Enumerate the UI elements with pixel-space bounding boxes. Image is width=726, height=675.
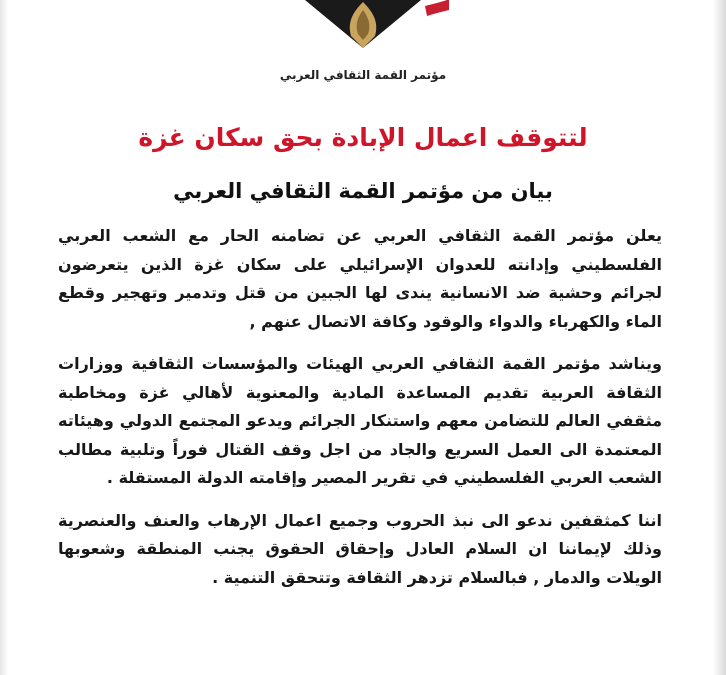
organization-name: [263, 64, 463, 83]
paragraph-peace: اننا كمثقفين ندعو الى نبذ الحروب وجميع اعمال الإرهاب والعنف والعنصرية وذلك لإيماننا ان السلام العادل وإحقاق الحقوق يجنب المنطقة وشعوبها الويلات والدمار , فبالسلام تزدهر الثقافة وتتحقق التنمية .: [58, 510, 662, 587]
page-edge-right: [712, 0, 726, 675]
statement-title: لتتوقف اعمال الإبادة بحق سكان غزة: [138, 123, 588, 152]
statement-body: [58, 222, 662, 592]
organization-name-text: مؤتمر القمة الثقافي العربي: [279, 68, 447, 82]
conference-logo-icon: [277, 0, 449, 50]
statement-subtitle: بيان من مؤتمر القمة الثقافي العربي: [173, 179, 553, 203]
paragraph-appeal: ويناشد مؤتمر القمة الثقافي العربي الهيئات والمؤسسات الثقافية ووزارات الثقافة العربية تقديم المساعدة المادية والمعنوية لأهالي غزة ومخاطبة مثقفي العالم للتضامن معهم واستنكار الجرائم ويدعو المجتمع الدولي وهيئاته المعتمدة الى العمل السريع والجاد من اجل وقف القتال فوراً وتلبية مطالب الشعب العربي الفلسطيني في تقرير المصير وإقامته الدولة المستقلة .: [58, 354, 662, 487]
paragraph-solidarity: يعلن مؤتمر القمة الثقافي العربي عن تضامنه الحار مع الشعب العربي الفلسطيني وإدانته للعدوان الإسرائيلي على سكان غزة الذين يتعرضون لجرائم وحشية ضد الانسانية يندى لها الجبين من قتل وتدمير وتهجير وقطع الماء والكهرباء والدواء والوقود وكافة الاتصال عنهم ,: [58, 226, 662, 331]
page-edge-left: [0, 0, 8, 675]
